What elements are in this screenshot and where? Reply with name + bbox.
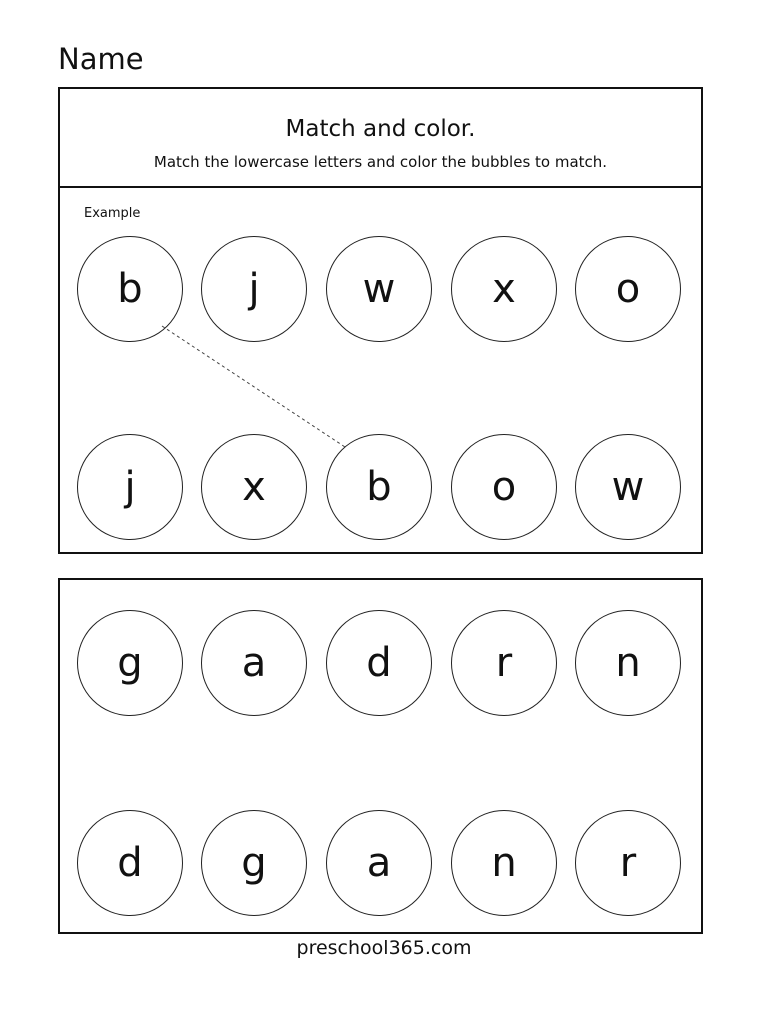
letter-bubble[interactable]: w (575, 434, 681, 540)
letter-bubble[interactable]: a (201, 610, 307, 716)
letter-bubble[interactable]: j (77, 434, 183, 540)
letter-bubble[interactable]: o (451, 434, 557, 540)
letter-bubble[interactable]: d (326, 610, 432, 716)
letter-bubble[interactable]: x (451, 236, 557, 342)
letter-bubble[interactable]: j (201, 236, 307, 342)
footer-website: preschool365.com (296, 937, 472, 959)
letter-bubble[interactable]: r (451, 610, 557, 716)
worksheet-title: Match and color. (285, 116, 476, 142)
example-label: Example (84, 206, 141, 221)
practice-section (58, 578, 703, 934)
letter-bubble[interactable]: b (326, 434, 432, 540)
letter-bubble[interactable]: n (575, 610, 681, 716)
letter-bubble[interactable]: g (77, 610, 183, 716)
letter-bubble[interactable]: o (575, 236, 681, 342)
letter-bubble[interactable]: b (77, 236, 183, 342)
worksheet-header (60, 89, 701, 188)
letter-bubble[interactable]: d (77, 810, 183, 916)
letter-bubble[interactable]: r (575, 810, 681, 916)
letter-bubble[interactable]: x (201, 434, 307, 540)
worksheet-instructions: Match the lowercase letters and color the bubbles to match. (153, 153, 608, 171)
letter-bubble[interactable]: g (201, 810, 307, 916)
letter-bubble[interactable]: a (326, 810, 432, 916)
name-label: Name (58, 42, 144, 76)
letter-bubble[interactable]: w (326, 236, 432, 342)
letter-bubble[interactable]: n (451, 810, 557, 916)
example-section (58, 87, 703, 554)
